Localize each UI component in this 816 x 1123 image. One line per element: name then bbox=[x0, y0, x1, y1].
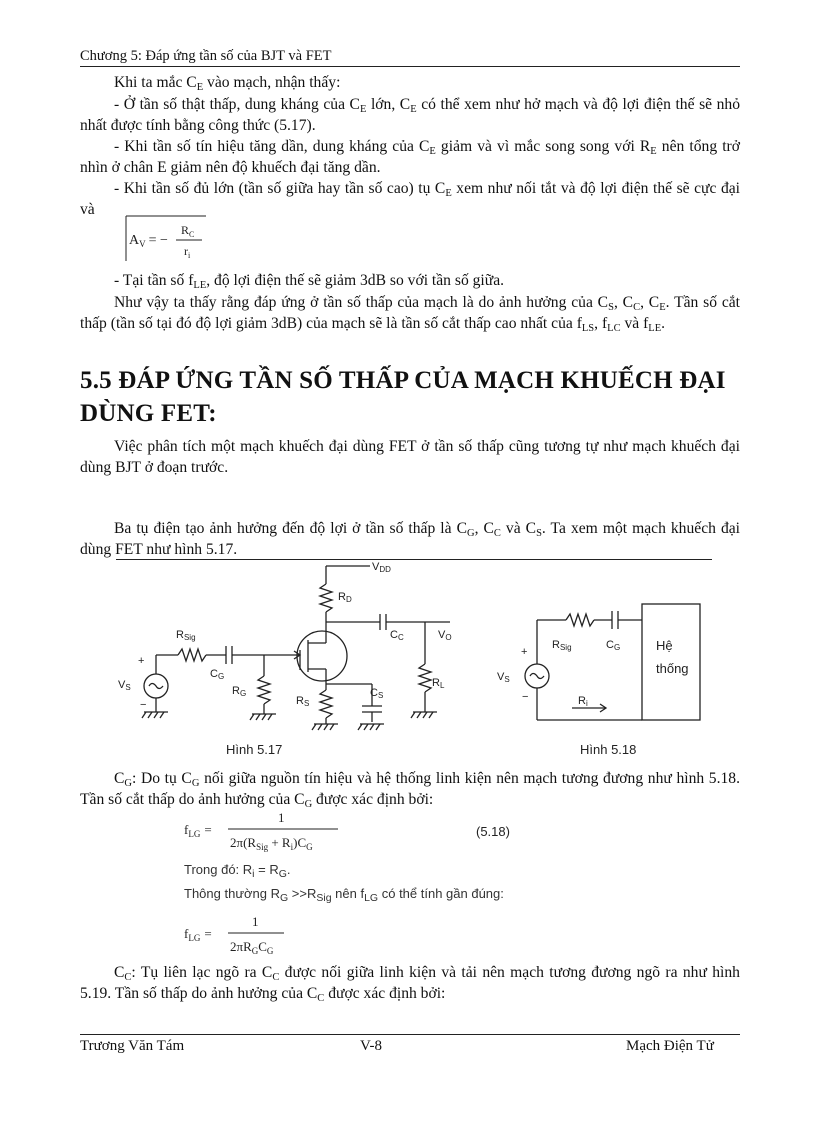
svg-text:fLG=: $f_{LG}$ = bbox=[184, 926, 212, 943]
svg-text:VS: VS bbox=[118, 679, 131, 692]
svg-text:AV= −: $A_V$ = − bbox=[129, 233, 168, 249]
chapter-title: Chương 5: Đáp ứng tần số của BJT và FET bbox=[80, 48, 332, 64]
svg-text:Ri: Ri bbox=[578, 695, 588, 708]
svg-text:CC: CC bbox=[390, 629, 404, 642]
svg-text:fLG=: $f_{LG}$ = bbox=[184, 822, 212, 839]
svg-text:Hình 5.18: Hình 5.18 bbox=[580, 742, 637, 757]
svg-text:2πRGCG: $2\pi R_GC_G$ bbox=[230, 939, 274, 956]
equation-flg-approx bbox=[180, 910, 320, 960]
section-heading: 5.5 ĐÁP ỨNG TẦN SỐ THẤP CỦA MẠCH KHUẾCH ĐẠI DÙNG FET: bbox=[80, 367, 726, 427]
svg-text:CG: CG bbox=[606, 639, 621, 652]
svg-text:RD: RD bbox=[338, 591, 352, 604]
svg-text:ri: $r_i$ bbox=[184, 244, 191, 260]
svg-text:RG: RG bbox=[232, 685, 247, 698]
svg-text:CS: CS bbox=[370, 687, 384, 700]
svg-text:Hình 5.17: Hình 5.17 bbox=[226, 742, 283, 757]
svg-text:2π(RSig + Ri)CG: $2\pi(R_{Sig} + R_i)C_G$ bbox=[230, 835, 313, 852]
svg-text:(5.18): (5.18) bbox=[476, 824, 510, 839]
svg-text:thống: thống bbox=[656, 661, 689, 676]
svg-text:−: − bbox=[140, 699, 147, 711]
fet-intro-paragraph: Việc phân tích một mạch khuếch đại dùng FET ở tần số thấp cũng tương tự như mạch khuếch đại dùng BJT ở đoạn trước. bbox=[80, 438, 740, 476]
figure-5-18-circuit bbox=[490, 590, 710, 760]
svg-text:1: 1 bbox=[252, 914, 259, 929]
svg-text:+: + bbox=[521, 646, 528, 658]
bullet-fle: - Tại tần số $f_{LE}$, độ lợi điện thế sẽ giảm 3dB so với tần số giữa. bbox=[114, 272, 505, 291]
figure-5-17-circuit bbox=[112, 560, 474, 760]
cg-paragraph: $C_G$: Do tụ $C_G$ nối giữa nguồn tín hiệu và hệ thống linh kiện nên mạch tương đương như hình 5.18. Tần số cắt thấp do ảnh hưởng của $C_G$ được xác định bởi: bbox=[80, 770, 740, 810]
svg-text:VDD: VDD bbox=[372, 561, 391, 574]
svg-text:RC: $R_C$ bbox=[181, 223, 195, 239]
svg-text:VO: VO bbox=[438, 629, 452, 642]
svg-text:1: 1 bbox=[278, 810, 285, 825]
svg-text:VS: VS bbox=[497, 671, 510, 684]
bullet-increasing-frequency: - Khi tần số tín hiệu tăng dần, dung kháng của $C_E$ giảm và vì mắc song song với $R_E$ nên tổng trở nhìn ở chân E giảm nên độ khuếch đại tăng dần. bbox=[80, 138, 740, 176]
svg-text:RL: RL bbox=[432, 677, 445, 690]
note-approximation: Thông thường $R_G >>R_{Sig}$ nên $f_{LG}$ có thể tính gần đúng: bbox=[184, 886, 504, 904]
capacitors-paragraph: Ba tụ điện tạo ảnh hưởng đến độ lợi ở tần số thấp là $C_G$, $C_C$ và $C_S$. Ta xem một mạch khuếch đại dùng FET như hình 5.17. bbox=[80, 520, 740, 558]
footer-page-number: V-8 bbox=[360, 1038, 382, 1054]
voltage-gain-formula bbox=[114, 214, 214, 264]
bullet-high-frequency: - Khi tần số đủ lớn (tần số giữa hay tần số cao) tụ $C_E$ xem như nối tắt và độ lợi điện thế sẽ cực đại và bbox=[80, 180, 740, 218]
footer-book-title: Mạch Điện Tử bbox=[626, 1038, 714, 1054]
bullet-low-frequency: - Ở tần số thật thấp, dung kháng của $C_E$ lớn, $C_E$ có thể xem như hở mạch và độ lợi điện thế sẽ nhỏ nhất được tính bằng công thức (5.17). bbox=[80, 96, 741, 134]
svg-text:+: + bbox=[138, 655, 145, 667]
page-header bbox=[80, 48, 740, 67]
intro-paragraph: Khi ta mắc $C_E$ vào mạch, nhận thấy: bbox=[114, 74, 341, 93]
svg-text:−: − bbox=[522, 691, 529, 703]
cc-paragraph: $C_C$: Tụ liên lạc ngõ ra $C_C$ được nối giữa linh kiện và tải nên mạch tương đương ngõ ra như hình 5.19. Tần số thấp do ảnh hưởng của $C_C$ được xác định bởi: bbox=[80, 964, 740, 1004]
footer-author: Trương Văn Tám bbox=[80, 1038, 185, 1054]
svg-text:Hệ: Hệ bbox=[656, 638, 673, 653]
svg-text:CG: CG bbox=[210, 668, 225, 681]
summary-paragraph: Như vậy ta thấy rằng đáp ứng ở tần số thấp của mạch là do ảnh hưởng của $C_S$, $C_C$, $C_E$. Tần số cắt thấp (tần số tại đó độ lợi giảm 3dB) của mạch sẽ là tần số cắt thấp cao nhất của $f_{LS}$, $f_{LC}$ và $f_{LE}$. bbox=[80, 294, 740, 334]
svg-text:RSig: RSig bbox=[176, 629, 196, 642]
footer-rule bbox=[80, 1034, 740, 1035]
svg-text:RS: RS bbox=[296, 695, 310, 708]
note-ri-rg: Trong đó: $R_i = R_G$. bbox=[184, 862, 291, 880]
svg-text:RSig: RSig bbox=[552, 639, 572, 652]
equation-5-18 bbox=[180, 808, 580, 856]
